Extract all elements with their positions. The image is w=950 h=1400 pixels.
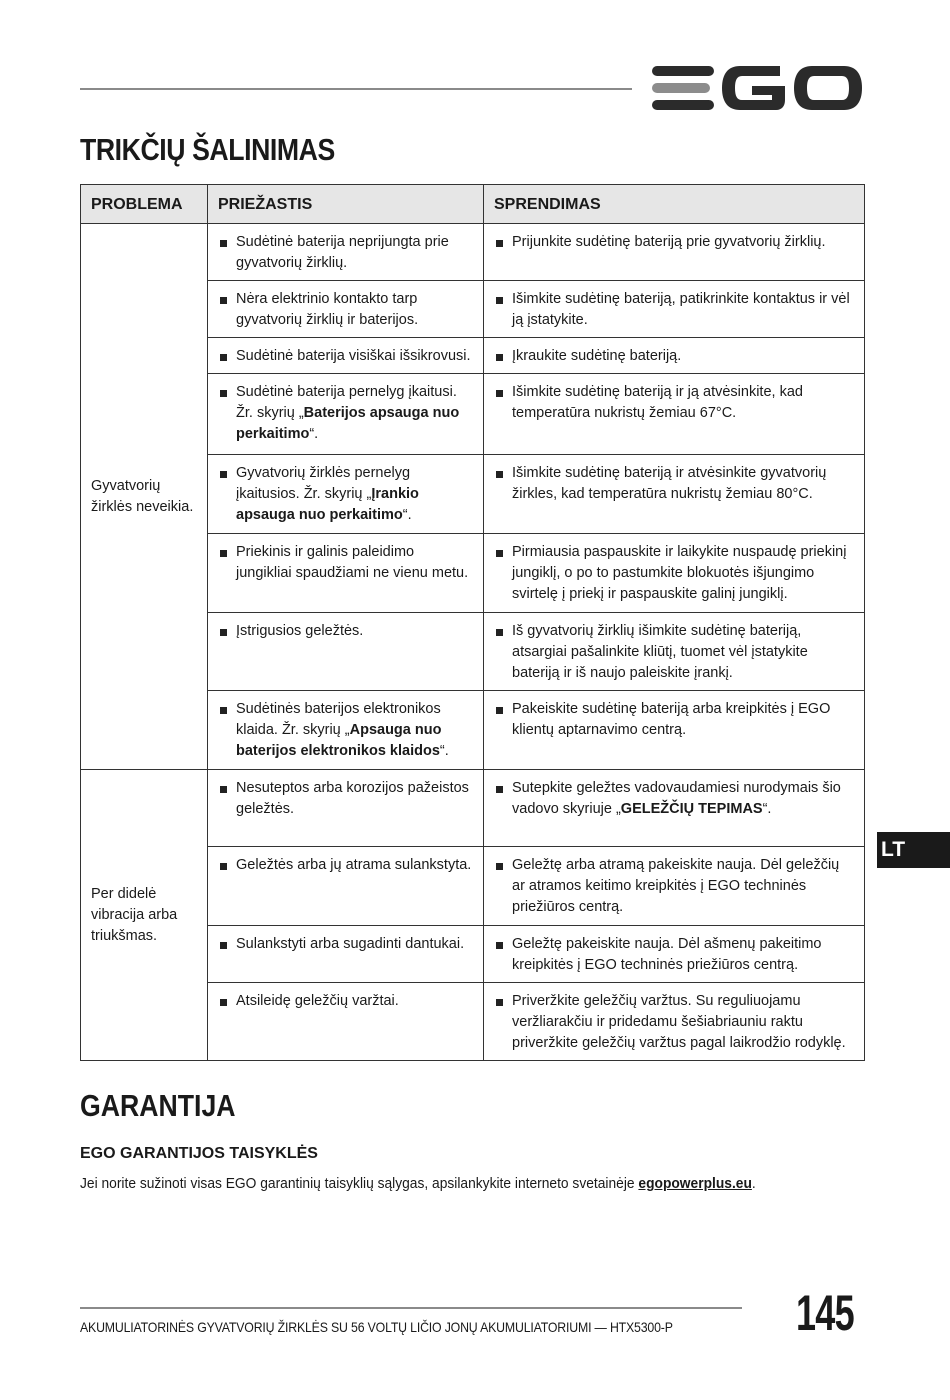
solution-text: Prijunkite sudėtinę bateriją prie gyvatvorių žirklių. [494,232,854,253]
cause-text: Gyvatvorių žirklės pernelyg įkaitusios. Žr. skyrių „Įrankio apsauga nuo perkaitimo“. [218,463,473,526]
cause-text: Sudėtinės baterijos elektronikos klaida. Žr. skyrių „Apsauga nuo baterijos elektronikos klaidos“. [218,699,473,762]
table-header-row [81,185,865,224]
solution-text: Sutepkite geležtes vadovaudamiesi nurodymais šio vadovo skyriuje „GELEŽČIŲ TEPIMAS“. [494,778,854,820]
cause-cell [208,613,484,691]
solution-cell [484,983,865,1061]
cause-cell [208,770,484,847]
solution-cell [484,847,865,926]
solution-cell [484,613,865,691]
cause-text: Geležtės arba jų atrama sulankstyta. [218,855,473,876]
warranty-text: Jei norite sužinoti visas EGO garantinių taisyklių sąlygas, apsilankykite interneto svetainėje egopowerplus.eu. [80,1175,756,1192]
solution-text: Geležtę pakeiskite nauja. Dėl ašmenų pakeitimo kreipkitės į EGO techninės priežiūros centrą. [494,934,854,976]
solution-cell [484,534,865,613]
solution-cell [484,374,865,455]
solution-text: Priveržkite geležčių varžtus. Su reguliuojamu veržliarakčiu ir pridedamu šešiabriauniu raktu priveržkite geležčių varžtus pagal laikrodžio rodyklę. [494,991,854,1054]
solution-text: Įkraukite sudėtinę bateriją. [494,346,854,367]
problem-cell: Gyvatvorių žirklės neveikia. [81,224,208,770]
solution-cell [484,224,865,281]
solution-text: Pakeiskite sudėtinę bateriją arba kreipkitės į EGO klientų aptarnavimo centrą. [494,699,854,741]
solution-cell [484,455,865,534]
warranty-subtitle: EGO GARANTIJOS TAISYKLĖS [80,1145,318,1162]
solution-cell [484,281,865,338]
cause-cell [208,983,484,1061]
warranty-title: GARANTIJA [80,1088,236,1123]
ego-logo [652,64,862,112]
solution-text: Iš gyvatvorių žirklių išimkite sudėtinę bateriją, atsargiai pašalinkite kliūtį, tuomet vėl įstatykite bateriją ir iš naujo paleiskite įrankį. [494,621,854,684]
problem-cell: Per didelė vibracija arba triukšmas. [81,770,208,1061]
cause-cell [208,847,484,926]
cause-text: Nesuteptos arba korozijos pažeistos geležtės. [218,778,473,820]
solution-cell [484,926,865,983]
cause-cell [208,374,484,455]
solution-text: Išimkite sudėtinę bateriją, patikrinkite kontaktus ir vėl ją įstatykite. [494,289,854,331]
cause-text: Priekinis ir galinis paleidimo jungikliai spaudžiami ne vienu metu. [218,542,473,584]
solution-cell [484,770,865,847]
cause-text: Sudėtinė baterija neprijungta prie gyvatvorių žirklių. [218,232,473,274]
table-row [81,224,865,281]
footer-text: AKUMULIATORINĖS GYVATVORIŲ ŽIRKLĖS SU 56 VOLTŲ LIČIO JONŲ AKUMULIATORIUMI — HTX5300-P [80,1319,673,1335]
cause-cell [208,281,484,338]
cause-text: Sudėtinė baterija pernelyg įkaitusi. Žr. skyrių „Baterijos apsauga nuo perkaitimo“. [218,382,473,445]
column-header-cause: PRIEŽASTIS [208,185,484,224]
warranty-link[interactable]: egopowerplus.eu [638,1175,752,1192]
cause-text: Įstrigusios geležtės. [218,621,473,642]
solution-text: Geležtę arba atramą pakeiskite nauja. Dėl geležčių ar atramos keitimo kreipkitės į EGO techninės priežiūros centrą. [494,855,854,918]
cause-cell [208,534,484,613]
language-tab: LT [877,832,950,868]
troubleshooting-table [80,184,865,1061]
cause-text: Atsileidę geležčių varžtai. [218,991,473,1012]
solution-cell [484,691,865,770]
column-header-problem: PROBLEMA [81,185,208,224]
cause-cell [208,926,484,983]
solution-text: Išimkite sudėtinę bateriją ir atvėsinkite gyvatvorių žirkles, kad temperatūra nukristų žemiau 80°C. [494,463,854,505]
footer-rule [80,1307,742,1309]
table-row [81,770,865,847]
cause-cell [208,338,484,374]
cause-text: Nėra elektrinio kontakto tarp gyvatvorių žirklių ir baterijos. [218,289,473,331]
page-number: 145 [796,1285,854,1341]
cause-text: Sulankstyti arba sugadinti dantukai. [218,934,473,955]
column-header-solution: SPRENDIMAS [484,185,865,224]
solution-text: Išimkite sudėtinę bateriją ir ją atvėsinkite, kad temperatūra nukristų žemiau 67°C. [494,382,854,424]
cause-text: Sudėtinė baterija visiškai išsikrovusi. [218,346,473,367]
cause-cell [208,455,484,534]
header-rule [80,88,632,90]
cause-cell [208,224,484,281]
cause-cell [208,691,484,770]
troubleshooting-title: TRIKČIŲ ŠALINIMAS [80,132,335,167]
solution-cell [484,338,865,374]
solution-text: Pirmiausia paspauskite ir laikykite nuspaudę priekinį jungiklį, o po to pastumkite blokuotės išjungimo svirtelę į priekį ir paspauskite galinį jungiklį. [494,542,854,605]
